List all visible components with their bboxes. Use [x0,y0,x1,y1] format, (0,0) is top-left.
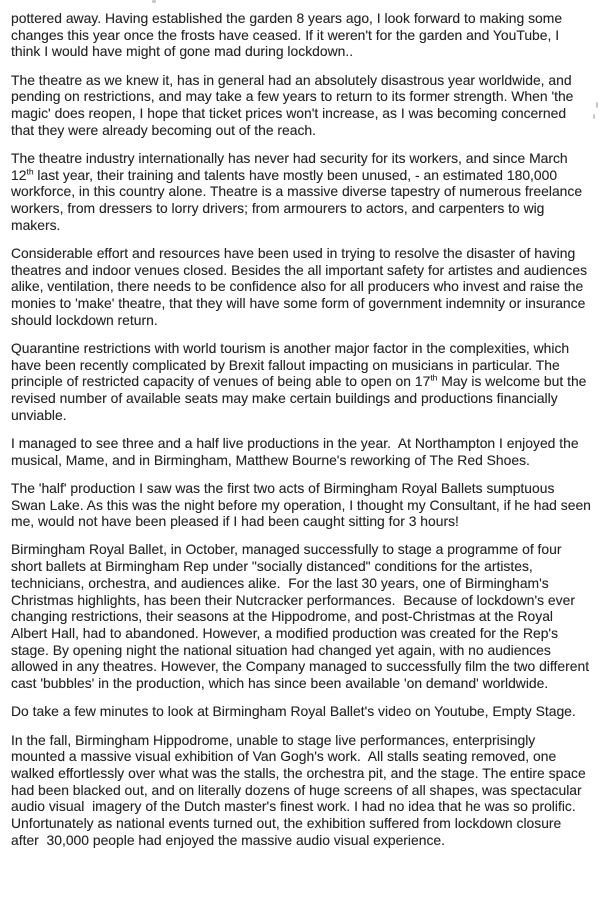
paragraph [11,732,592,849]
scan-artifact [593,114,595,119]
paragraph [11,10,592,60]
paragraph [11,435,592,468]
text-run: Quarantine restrictions with world tourism is another major factor in the complexities, which have been recently complicated by Brexit fallout impacting on musicians in particular. The principle of restricted capacity of venues of being able to open on 17 [11,339,574,390]
text-run: The theatre industry internationally has never had security for its workers, and since March 12 [11,149,572,183]
text-run: Birmingham Royal Ballet, in October, managed successfully to stage a programme of four short ballets at Birmingham Rep under "socially distanced" conditions for the artistes, technicians, orchestra, and audiences alike. For the last 30 years, one of Birmingham's Christmas highlights, has been their Nutcracker performances. Because of lockdown's ever changing restrictions, their seasons at the Hippodrome, and post-Christmas at the Royal Albert Hall, had to abandoned. However, a modified production was created for the Rep's stage. By opening night the national situation had changed yet again, with no audiences allowed in any theatres. However, the Company managed to successfully film the two different cast 'bubbles' in the production, which has since been available 'on demand' worldwide. [11,541,593,692]
text-run: Do take a few minutes to look at Birmingham Royal Ballet's video on Youtube, Empty Stage. [11,703,576,720]
paragraph [11,479,595,530]
paragraph [11,541,592,691]
text-run: last year, their training and talents have mostly been unused, - an estimated 180,000 workforce, in this country alone. Theatre is a massive diverse tapestry of numerous freelance workers, from dressers to lorry drivers; from armourers to actors, and carpenters to wig makers. [11,166,586,233]
paragraph [11,72,592,139]
text-run: Considerable effort and resources have been used in trying to resolve the disaster of having theatres and indoor venues closed. Besides the all important safety for artistes and audiences alike, ventilation, there needs to be confidence also for all producers who invest and raise the monies to 'make' theatre, that they will have some form of government indemnity or insurance should lockdown return. [11,244,591,328]
paragraph [11,245,592,329]
text-run: I managed to see three and a half live productions in the year. At Northampton I enjoyed the musical, Mame, and in Birmingham, Matthew Bourne's reworking of The Red Shoes. [11,434,583,468]
text-run: pottered away. Having established the garden 8 years ago, I look forward to making some changes this year once the frosts have ceased. If it weren't for the garden and YouTube, I think I would have might of gone mad during lockdown.. [11,10,566,60]
scan-artifact [596,102,598,108]
paragraph [11,340,592,424]
text-run: The 'half' production I saw was the first two acts of Birmingham Royal Ballets sumptuous Swan Lake. As this was the night before my operation, I thought my Consultant, if he had seen me, would not have been pleased if I had been caught sitting for 3 hours! [11,479,595,530]
text-run: The theatre as we knew it, has in general had an absolutely disastrous year worldwide, and pending on restrictions, and may take a few years to return to its former strength. When 'the magic' does reopen, I hope that ticket prices won't increase, as I was becoming concerned that they were already becoming out of the reach. [11,71,578,138]
superscript-ordinal: th [430,372,438,383]
superscript-ordinal: th [26,166,34,176]
paragraph [11,703,592,720]
text-run: In the fall, Birmingham Hippodrome, unable to stage live performances, enterprisingly mounted a massive visual exhibition of Van Gogh's work. All stalls seating removed, one walked effortlessly over what was the stalls, the orchestra pit, and the stage. The entire space had been blacked out, and on literally dozens of huge screens of all shapes, was spectacular audio visual imagery of the Dutch master's finest work. I had no idea that he was so prolific. Unfortunately as national events turned out, the exhibition suffered from lockdown closure after 30,000 people had enjoyed the massive audio visual experience. [11,731,590,848]
text-run: May is welcome but the revised number of available seats may make certain buildings and productions financially unviable. [11,373,591,423]
scan-artifact [152,0,156,3]
paragraph [11,150,592,234]
